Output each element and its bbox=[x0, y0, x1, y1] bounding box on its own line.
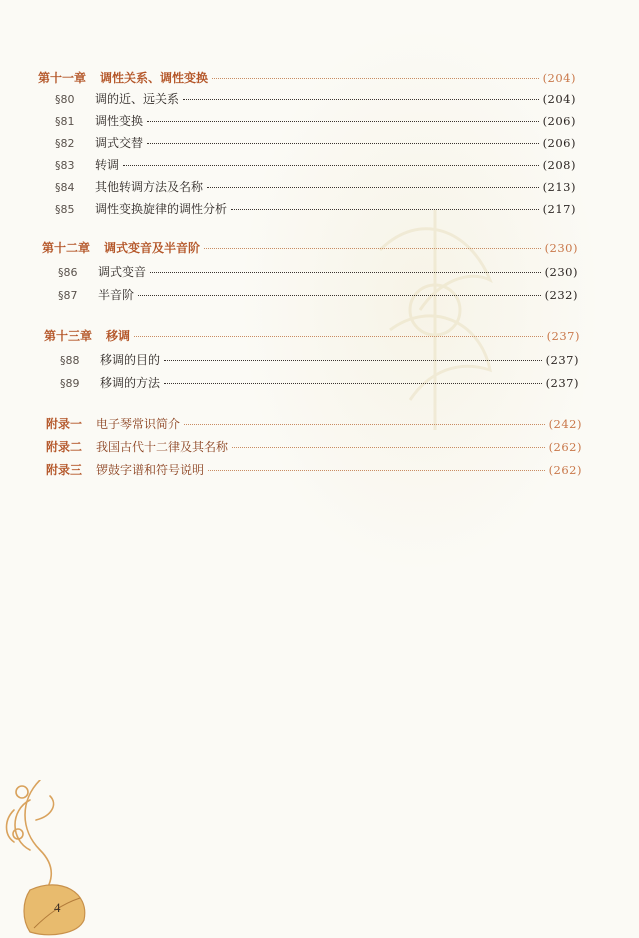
leader-dots bbox=[232, 447, 545, 448]
toc-appendix-2[interactable] bbox=[46, 439, 582, 455]
section-title: 调性变换 bbox=[95, 114, 144, 128]
toc-section-88[interactable] bbox=[60, 352, 579, 369]
page-ref: (242) bbox=[548, 417, 582, 431]
page-ref: (262) bbox=[548, 463, 582, 477]
section-number: §80 bbox=[55, 93, 75, 106]
toc-section-81[interactable] bbox=[55, 113, 576, 130]
leader-dots bbox=[231, 209, 539, 210]
chapter-title: 调性关系、调性变换 bbox=[100, 71, 209, 85]
toc-appendix-1[interactable] bbox=[46, 416, 582, 432]
leader-dots bbox=[183, 99, 539, 100]
page-ref: (217) bbox=[542, 202, 576, 216]
page-ref: (230) bbox=[544, 241, 578, 255]
section-number: §87 bbox=[58, 289, 78, 302]
section-number: §88 bbox=[60, 354, 80, 367]
leader-dots bbox=[164, 360, 542, 361]
appendix-number: 附录三 bbox=[46, 463, 83, 477]
leader-dots bbox=[134, 336, 543, 337]
section-title: 转调 bbox=[95, 158, 120, 172]
leader-dots bbox=[204, 248, 541, 249]
section-number: §89 bbox=[60, 377, 80, 390]
page-ref: (204) bbox=[542, 92, 576, 106]
toc-section-87[interactable] bbox=[58, 287, 578, 304]
page-ref: (237) bbox=[546, 329, 580, 343]
leader-dots bbox=[138, 295, 541, 296]
appendix-title: 我国古代十二律及其名称 bbox=[96, 440, 229, 454]
section-number: §82 bbox=[55, 137, 75, 150]
section-number: §86 bbox=[58, 266, 78, 279]
page-ref: (230) bbox=[544, 265, 578, 279]
leader-dots bbox=[123, 165, 539, 166]
section-title: 调的近、远关系 bbox=[95, 92, 180, 106]
toc-section-82[interactable] bbox=[55, 135, 576, 152]
section-title: 移调的方法 bbox=[100, 376, 161, 390]
chapter-title: 调式变音及半音阶 bbox=[104, 241, 201, 255]
section-title: 调性变换旋律的调性分析 bbox=[95, 202, 228, 216]
toc-appendix-3[interactable] bbox=[46, 462, 582, 478]
page-ref: (232) bbox=[544, 288, 578, 302]
section-title: 其他转调方法及名称 bbox=[95, 180, 204, 194]
toc-section-85[interactable] bbox=[55, 201, 576, 218]
toc-section-84[interactable] bbox=[55, 179, 576, 196]
toc-chapter-12[interactable] bbox=[42, 240, 578, 256]
page-ref: (262) bbox=[548, 440, 582, 454]
appendix-number: 附录一 bbox=[46, 417, 83, 431]
section-title: 调式交替 bbox=[95, 136, 144, 150]
section-number: §85 bbox=[55, 203, 75, 216]
appendix-title: 锣鼓字谱和符号说明 bbox=[96, 463, 205, 477]
section-title: 调式变音 bbox=[98, 265, 147, 279]
toc-section-89[interactable] bbox=[60, 375, 579, 392]
page-ref: (237) bbox=[545, 353, 579, 367]
toc-chapter-11[interactable] bbox=[38, 70, 576, 86]
section-title: 移调的目的 bbox=[100, 353, 161, 367]
page-ref: (206) bbox=[542, 136, 576, 150]
toc-section-80[interactable] bbox=[55, 91, 576, 108]
leader-dots bbox=[147, 121, 539, 122]
page-number: 4 bbox=[54, 900, 61, 915]
page-ref: (208) bbox=[542, 158, 576, 172]
toc-section-86[interactable] bbox=[58, 264, 578, 281]
leader-dots bbox=[147, 143, 539, 144]
leader-dots bbox=[212, 78, 539, 79]
chapter-number: 第十一章 bbox=[38, 71, 87, 85]
leader-dots bbox=[150, 272, 541, 273]
chapter-number: 第十二章 bbox=[42, 241, 91, 255]
page-ref: (206) bbox=[542, 114, 576, 128]
leader-dots bbox=[207, 187, 539, 188]
page-ref: (204) bbox=[542, 71, 576, 85]
section-number: §84 bbox=[55, 181, 75, 194]
faded-floral-watermark-icon bbox=[360, 190, 510, 440]
section-number: §83 bbox=[55, 159, 75, 172]
page-ref: (213) bbox=[542, 180, 576, 194]
toc-section-83[interactable] bbox=[55, 157, 576, 174]
toc-chapter-13[interactable] bbox=[44, 328, 580, 344]
chapter-number: 第十三章 bbox=[44, 329, 93, 343]
leader-dots bbox=[208, 470, 545, 471]
appendix-title: 电子琴常识简介 bbox=[96, 417, 181, 431]
section-number: §81 bbox=[55, 115, 75, 128]
appendix-number: 附录二 bbox=[46, 440, 83, 454]
section-title: 半音阶 bbox=[98, 288, 135, 302]
chapter-title: 移调 bbox=[106, 329, 131, 343]
page-ref: (237) bbox=[545, 376, 579, 390]
leader-dots bbox=[184, 424, 545, 425]
leader-dots bbox=[164, 383, 542, 384]
